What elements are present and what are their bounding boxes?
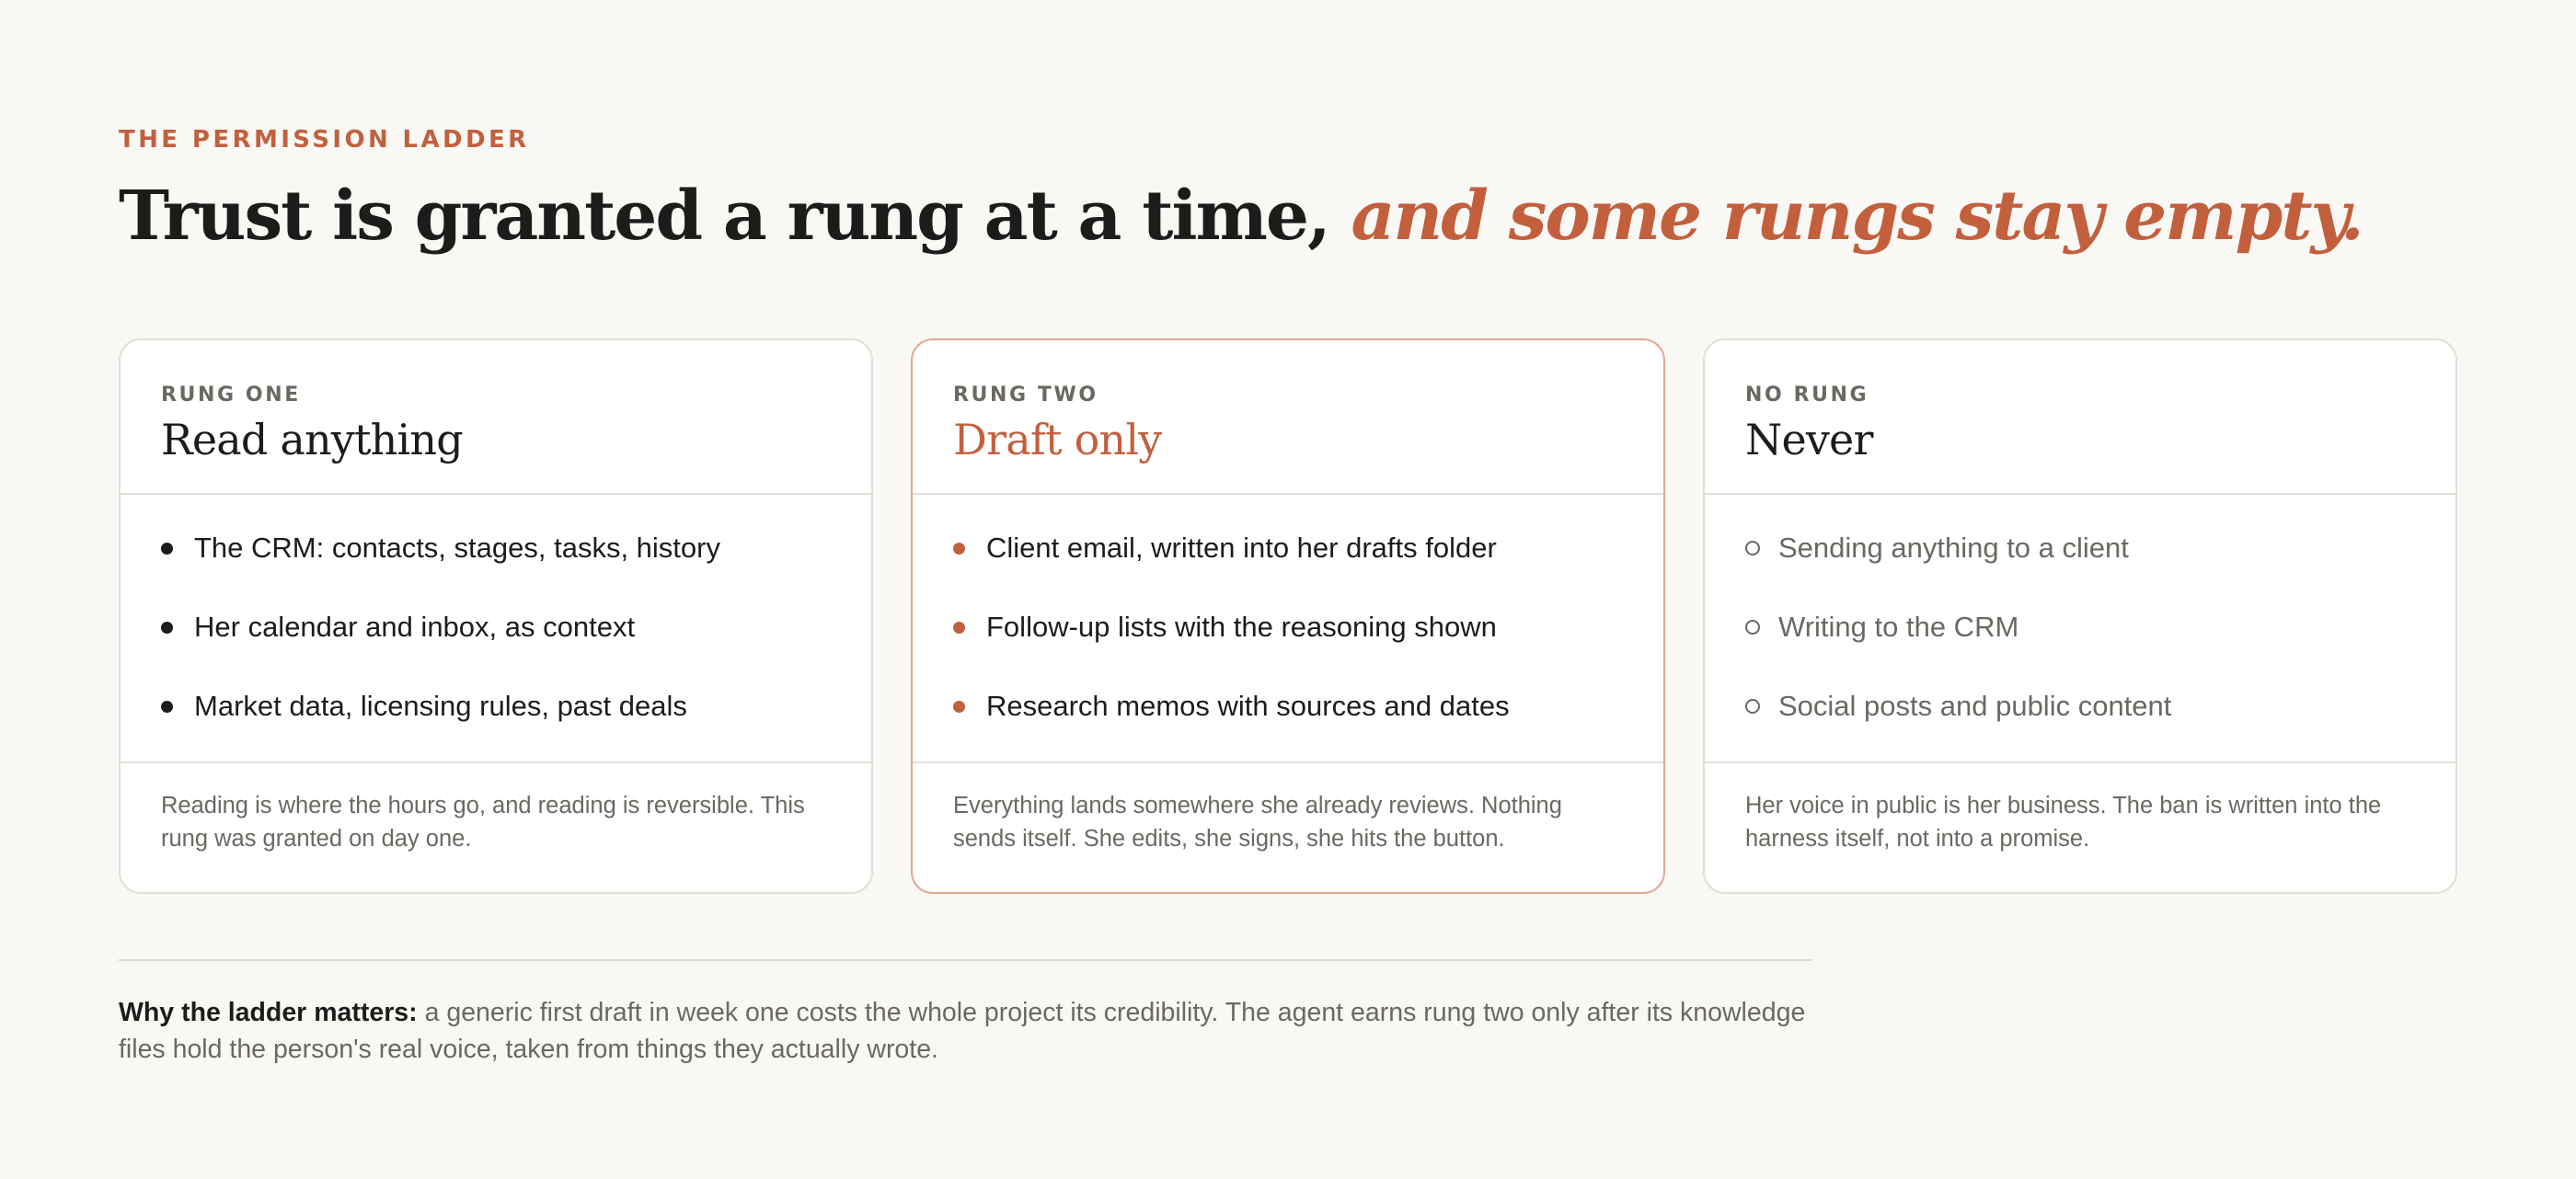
hollow-circle-icon (1745, 620, 1760, 635)
list-item (161, 521, 871, 600)
headline-accent: and some rungs stay empty. (1351, 177, 2363, 256)
list-item (1745, 521, 2455, 600)
list-item-text: Follow-up lists with the reasoning shown (986, 611, 1497, 643)
hollow-circle-icon (1745, 699, 1760, 714)
filled-dot-icon (161, 622, 173, 634)
list-item-text: Social posts and public content (1778, 690, 2172, 722)
page-headline (119, 166, 2363, 267)
list-item (953, 521, 1663, 600)
list-item (953, 600, 1663, 679)
card-footer-text: Her voice in public is her business. The ban is written into the harness itself, not into a promise. (1745, 793, 2382, 852)
rung-cards (119, 338, 2457, 894)
list-item (953, 679, 1663, 758)
ladder-note (119, 994, 1811, 1068)
list-item (161, 600, 871, 679)
card-label: NO RUNG (1745, 383, 1869, 406)
filled-dot-icon (953, 701, 965, 713)
list-item-text: Market data, licensing rules, past deals (194, 690, 687, 722)
card-item-list (1705, 495, 2455, 763)
card-title: Draft only (953, 415, 1162, 464)
card-footer-text: Reading is where the hours go, and reading is reversible. This rung was granted on day one. (161, 793, 805, 852)
card-rung-one (119, 338, 873, 894)
card-title: Read anything (161, 415, 463, 464)
list-item-text: Her calendar and inbox, as context (194, 611, 636, 643)
card-no-rung (1703, 338, 2457, 894)
card-header (1705, 340, 2455, 495)
card-header (121, 340, 871, 495)
list-item-text: Writing to the CRM (1778, 611, 2019, 643)
card-rung-two (911, 338, 1665, 894)
card-footer-text: Everything lands somewhere she already reviews. Nothing sends itself. She edits, she signs, she hits the button. (953, 793, 1562, 852)
filled-dot-icon (161, 543, 173, 555)
list-item-text: Client email, written into her drafts folder (986, 532, 1497, 564)
section-divider (119, 959, 1811, 961)
permission-ladder-page (119, 0, 2457, 1179)
list-item-text: The CRM: contacts, stages, tasks, history (194, 532, 720, 564)
note-lead: Why the ladder matters: (119, 998, 418, 1027)
card-label: RUNG ONE (161, 383, 301, 406)
list-item-text: Research memos with sources and dates (986, 690, 1510, 722)
card-item-list (913, 495, 1663, 763)
card-title: Never (1745, 415, 1873, 464)
card-header (913, 340, 1663, 495)
list-item (1745, 600, 2455, 679)
list-item (161, 679, 871, 758)
card-item-list (121, 495, 871, 763)
section-eyebrow: THE PERMISSION LADDER (119, 126, 530, 154)
hollow-circle-icon (1745, 541, 1760, 555)
list-item (1745, 679, 2455, 758)
filled-dot-icon (953, 543, 965, 555)
card-label: RUNG TWO (953, 383, 1098, 406)
list-item-text: Sending anything to a client (1778, 532, 2129, 564)
note-body: a generic first draft in week one costs the whole project its credibility. The agent earns rung two only after its knowledge files hold the person's real voice, taken from things they actually wrote. (119, 998, 1806, 1064)
headline-main: Trust is granted a rung at a time, (119, 177, 1351, 256)
filled-dot-icon (953, 622, 965, 634)
filled-dot-icon (161, 701, 173, 713)
